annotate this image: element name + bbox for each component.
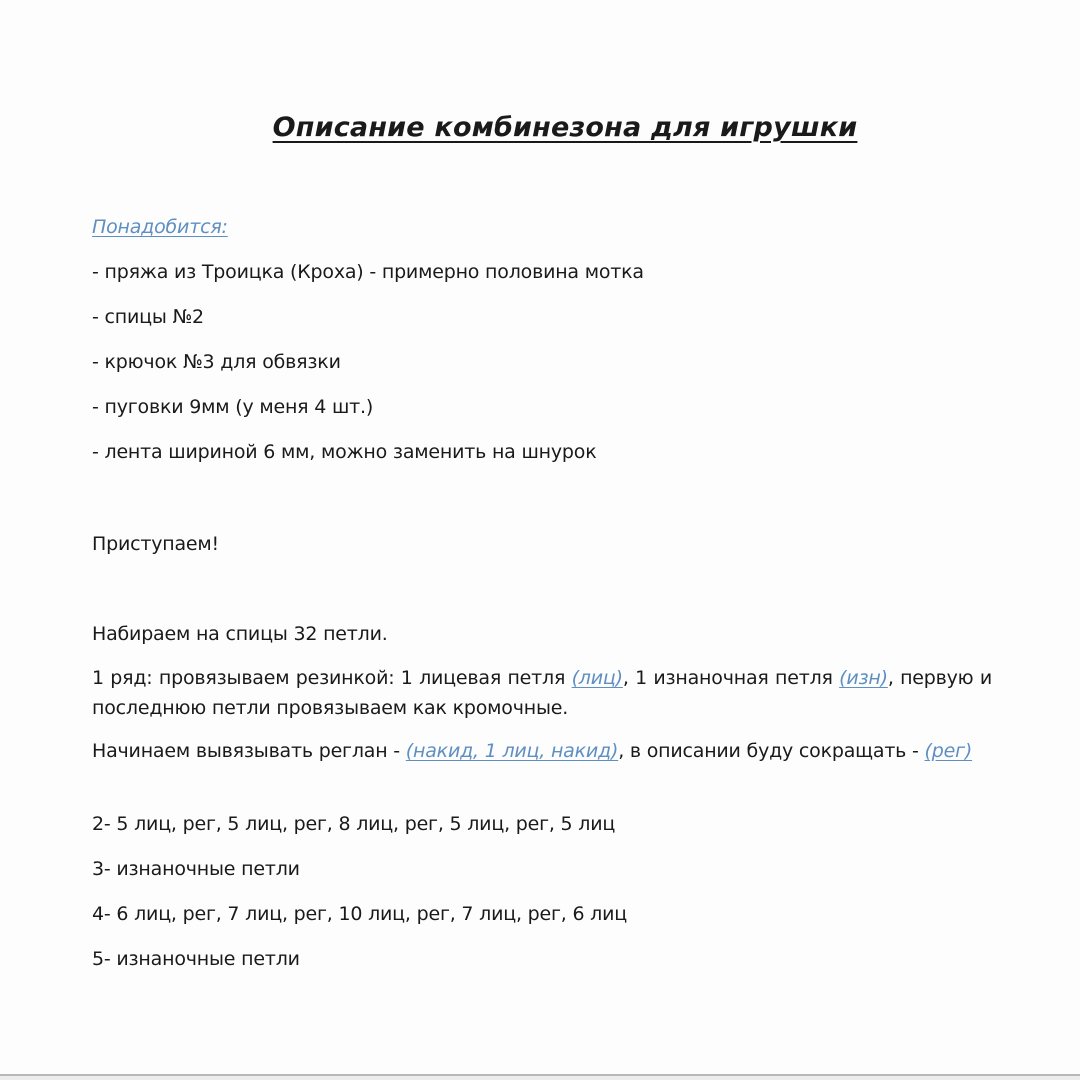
start-text: Приступаем! <box>92 533 219 555</box>
row-1-instructions: 1 ряд: провязываем резинкой: 1 лицевая петля (лиц), 1 изнаночная петля (изн), первую и последнюю петли провязываем как кромочные. <box>92 667 992 719</box>
link-raglan[interactable]: (накид, 1 лиц, накид) <box>405 740 619 762</box>
raglan-instructions: Начинаем вывязывать реглан - (накид, 1 лиц, накид), в описании буду сокращать - (рег) <box>92 740 973 762</box>
cast-on-text: Набираем на спицы 32 петли. <box>92 623 388 645</box>
link-lits[interactable]: (лиц) <box>571 667 623 689</box>
page-bottom-shade <box>0 1076 1080 1080</box>
materials-item: - крючок №3 для обвязки <box>92 351 341 373</box>
row-instruction: 3- изнаночные петли <box>92 858 300 880</box>
materials-item: - пряжа из Троицка (Кроха) - примерно половина мотка <box>92 261 644 283</box>
link-izn[interactable]: (изн) <box>839 667 888 689</box>
document-title <box>0 112 1080 143</box>
materials-item: - пуговки 9мм (у меня 4 шт.) <box>92 396 374 418</box>
materials-item: - спицы №2 <box>92 306 204 328</box>
link-reg[interactable]: (рег) <box>924 740 973 762</box>
row-instruction: 5- изнаночные петли <box>92 948 300 970</box>
materials-heading: Понадобится: <box>92 216 228 238</box>
materials-item: - лента шириной 6 мм, можно заменить на шнурок <box>92 441 597 463</box>
document-title-text: Описание комбинезона для игрушки <box>272 112 858 143</box>
row-instruction: 4- 6 лиц, рег, 7 лиц, рег, 10 лиц, рег, 7 лиц, рег, 6 лиц <box>92 903 627 925</box>
row-instruction: 2- 5 лиц, рег, 5 лиц, рег, 8 лиц, рег, 5 лиц, рег, 5 лиц <box>92 813 616 835</box>
